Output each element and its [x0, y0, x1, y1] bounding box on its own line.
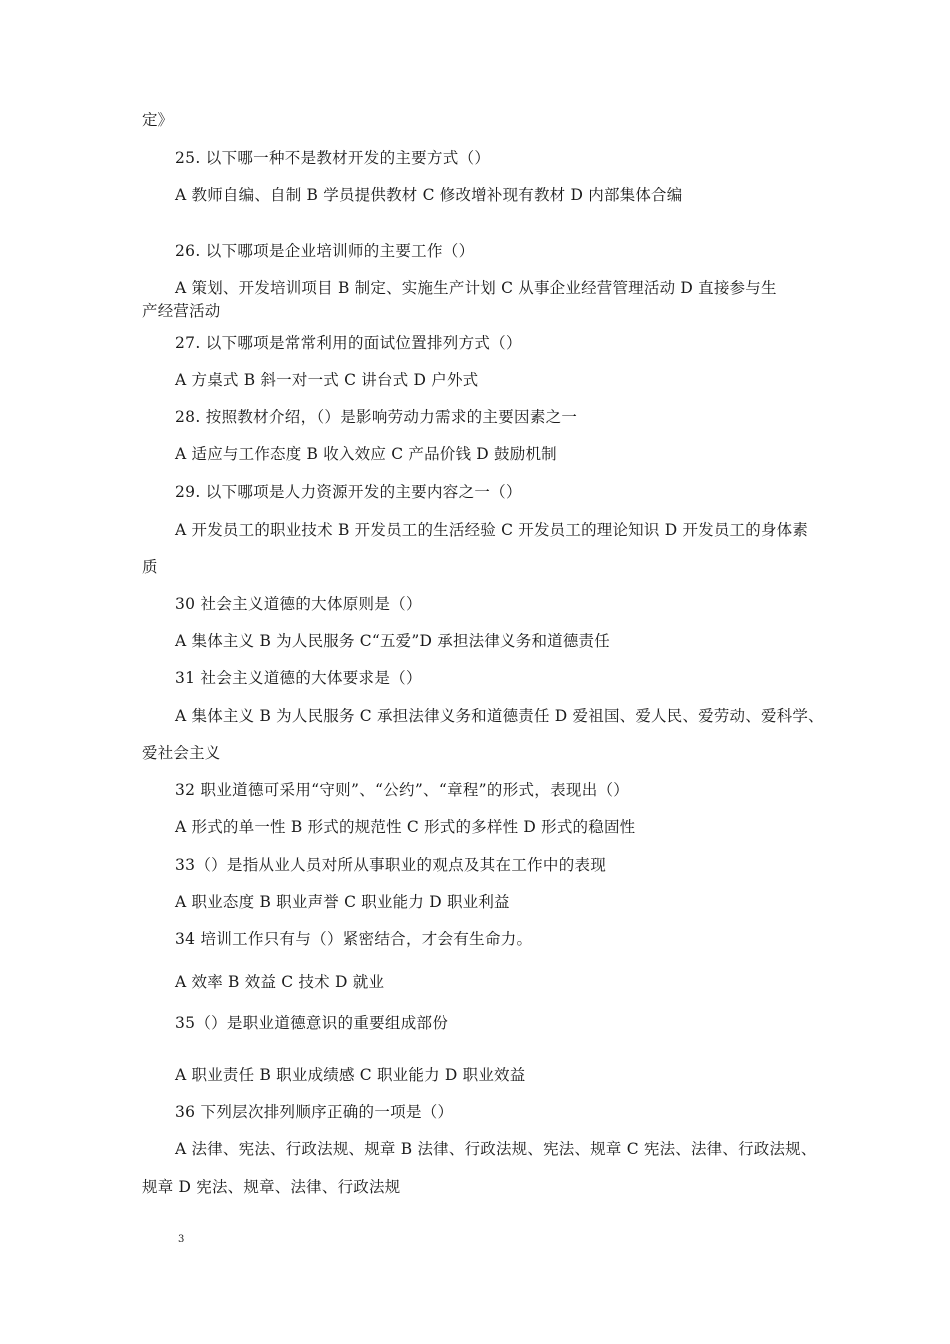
options-36: A 法律、宪法、行政法规、规章 B 法律、行政法规、宪法、规章 C 宪法、法律、行政法规、 [175, 1140, 817, 1158]
continuation-text: 定》 [142, 111, 174, 129]
options-31: A 集体主义 B 为人民服务 C 承担法律义务和道德责任 D 爱祖国、爱人民、爱劳动、爱科学、 [175, 707, 824, 725]
question-34: 34 培训工作只有与（）紧密结合，才会有生命力。 [175, 930, 533, 948]
question-36: 36 下列层次排列顺序正确的一项是（） [175, 1103, 454, 1121]
options-27: A 方桌式 B 斜一对一式 C 讲台式 D 户外式 [175, 371, 479, 389]
options-34: A 效率 B 效益 C 技术 D 就业 [175, 973, 385, 991]
page-number: 3 [178, 1234, 185, 1245]
options-30: A 集体主义 B 为人民服务 C“五爱”D 承担法律义务和道德责任 [175, 632, 610, 650]
question-35: 35（）是职业道德意识的重要组成部份 [175, 1014, 449, 1032]
question-28: 28. 按照教材介绍，（）是影响劳动力需求的主要因素之一 [175, 408, 578, 426]
question-30: 30 社会主义道德的大体原则是（） [175, 595, 422, 613]
options-36-cont: 规章 D 宪法、规章、法律、行政法规 [142, 1178, 401, 1196]
options-33: A 职业态度 B 职业声誉 C 职业能力 D 职业利益 [175, 893, 510, 911]
options-26-cont: 产经营活动 [142, 302, 221, 320]
options-31-cont: 爱社会主义 [142, 744, 221, 762]
options-26: A 策划、开发培训项目 B 制定、实施生产计划 C 从事企业经营管理活动 D 直接参与生 [175, 279, 777, 297]
options-28: A 适应与工作态度 B 收入效应 C 产品价钱 D 鼓励机制 [175, 445, 557, 463]
question-29: 29. 以下哪项是人力资源开发的主要内容之一（） [175, 483, 522, 501]
question-31: 31 社会主义道德的大体要求是（） [175, 669, 422, 687]
question-26: 26. 以下哪项是企业培训师的主要工作（） [175, 242, 475, 260]
options-29-cont: 质 [142, 558, 158, 576]
options-35: A 职业责任 B 职业成绩感 C 职业能力 D 职业效益 [175, 1066, 526, 1084]
question-32: 32 职业道德可采用“守则”、“公约”、“章程”的形式，表现出（） [175, 781, 630, 799]
question-27: 27. 以下哪项是常常利用的面试位置排列方式（） [175, 334, 522, 352]
question-25: 25. 以下哪一种不是教材开发的主要方式（） [175, 149, 491, 167]
options-32: A 形式的单一性 B 形式的规范性 C 形式的多样性 D 形式的稳固性 [175, 818, 636, 836]
options-29: A 开发员工的职业技术 B 开发员工的生活经验 C 开发员工的理论知识 D 开发员工的身体素 [175, 521, 809, 539]
options-25: A 教师自编、自制 B 学员提供教材 C 修改增补现有教材 D 内部集体合编 [175, 186, 683, 204]
question-33: 33（）是指从业人员对所从事职业的观点及其在工作中的表现 [175, 856, 607, 874]
